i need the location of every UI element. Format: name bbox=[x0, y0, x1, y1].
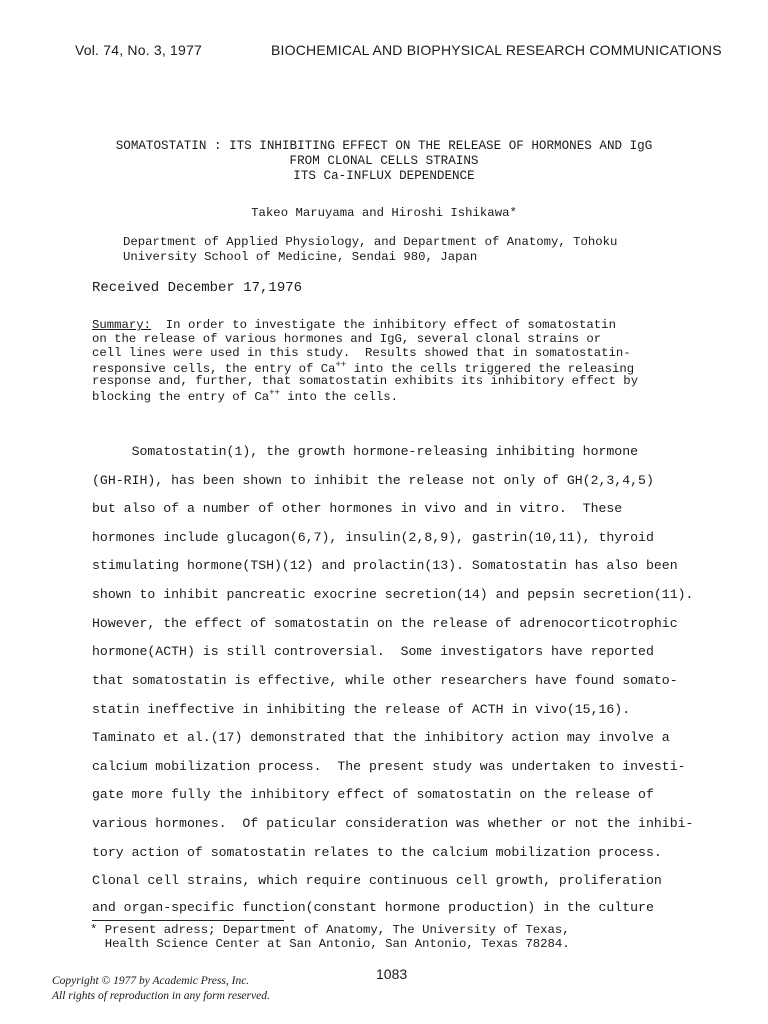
body-line: tory action of somatostatin relates to the calcium mobilization process. bbox=[92, 845, 662, 860]
summary-line-3: cell lines were used in this study. Results showed that in somatostatin- bbox=[92, 346, 631, 360]
page-number: 1083 bbox=[376, 966, 408, 982]
summary-line-5: response and, further, that somatostatin exhibits its inhibitory effect by bbox=[92, 374, 639, 388]
footnote-line-2: Health Science Center at San Antonio, San Antonio, Texas 78284. bbox=[90, 937, 570, 951]
body-line: Somatostatin(1), the growth hormone-releasing inhibiting hormone bbox=[92, 444, 639, 459]
journal-name: BIOCHEMICAL AND BIOPHYSICAL RESEARCH COMMUNICATIONS bbox=[271, 42, 722, 58]
body-line: calcium mobilization process. The present study was undertaken to investi- bbox=[92, 759, 686, 774]
body-line: However, the effect of somatostatin on the release of adrenocorticotrophic bbox=[92, 616, 678, 631]
summary-label: Summary: bbox=[92, 318, 152, 332]
body-line: stimulating hormone(TSH)(12) and prolactin(13). Somatostatin has also been bbox=[92, 558, 678, 573]
body-line: (GH-RIH), has been shown to inhibit the release not only of GH(2,3,4,5) bbox=[92, 473, 654, 488]
affiliation-line-2: University School of Medicine, Sendai 980, Japan bbox=[123, 250, 478, 264]
body-line: and organ-specific function(constant hormone production) in the culture bbox=[92, 900, 654, 915]
body-line: statin ineffective in inhibiting the release of ACTH in vivo(15,16). bbox=[92, 702, 631, 717]
summary-text: blocking the entry of Ca bbox=[92, 390, 270, 404]
body-line: various hormones. Of paticular consideration was whether or not the inhibi- bbox=[92, 816, 694, 831]
body-line: but also of a number of other hormones in vivo and in vitro. These bbox=[92, 501, 623, 516]
footnote-line-1: * Present adress; Department of Anatomy, The University of Texas, bbox=[90, 923, 570, 937]
summary-text: responsive cells, the entry of Ca bbox=[92, 362, 336, 376]
body-line: that somatostatin is effective, while other researchers have found somato- bbox=[92, 673, 678, 688]
article-title-line-2: FROM CLONAL CELLS STRAINS bbox=[289, 154, 479, 168]
superscript: ++ bbox=[269, 388, 280, 398]
received-date: Received December 17,1976 bbox=[92, 280, 303, 296]
body-line: Clonal cell strains, which require continuous cell growth, proliferation bbox=[92, 873, 662, 888]
copyright-line-1: Copyright © 1977 by Academic Press, Inc. bbox=[52, 975, 250, 987]
article-title-line-3: ITS Ca-INFLUX DEPENDENCE bbox=[293, 169, 475, 183]
copyright-line-2: All rights of reproduction in any form reserved. bbox=[52, 990, 270, 1002]
body-line: hormone(ACTH) is still controversial. Some investigators have reported bbox=[92, 644, 654, 659]
body-line: shown to inhibit pancreatic exocrine secretion(14) and pepsin secretion(11). bbox=[92, 587, 694, 602]
summary-text: into the cells. bbox=[279, 390, 398, 404]
footnote-divider bbox=[92, 920, 284, 921]
body-line: Taminato et al.(17) demonstrated that the inhibitory action may involve a bbox=[92, 730, 670, 745]
summary-line-1 bbox=[92, 318, 616, 332]
summary-line-6 bbox=[92, 388, 398, 404]
body-line: gate more fully the inhibitory effect of somatostatin on the release of bbox=[92, 787, 654, 802]
body-line: hormones include glucagon(6,7), insulin(2,8,9), gastrin(10,11), thyroid bbox=[92, 530, 654, 545]
authors: Takeo Maruyama and Hiroshi Ishikawa* bbox=[251, 206, 517, 220]
affiliation-line-1: Department of Applied Physiology, and Department of Anatomy, Tohoku bbox=[123, 235, 618, 249]
superscript: ++ bbox=[335, 360, 347, 370]
summary-text: In order to investigate the inhibitory effect of somatostatin bbox=[151, 318, 616, 332]
volume-info: Vol. 74, No. 3, 1977 bbox=[75, 42, 202, 58]
summary-line-2: on the release of various hormones and IgG, several clonal strains or bbox=[92, 332, 602, 346]
summary-text: into the cells triggered the releasing bbox=[346, 362, 635, 376]
article-title-line-1: SOMATOSTATIN : ITS INHIBITING EFFECT ON THE RELEASE OF HORMONES AND IgG bbox=[115, 139, 653, 153]
